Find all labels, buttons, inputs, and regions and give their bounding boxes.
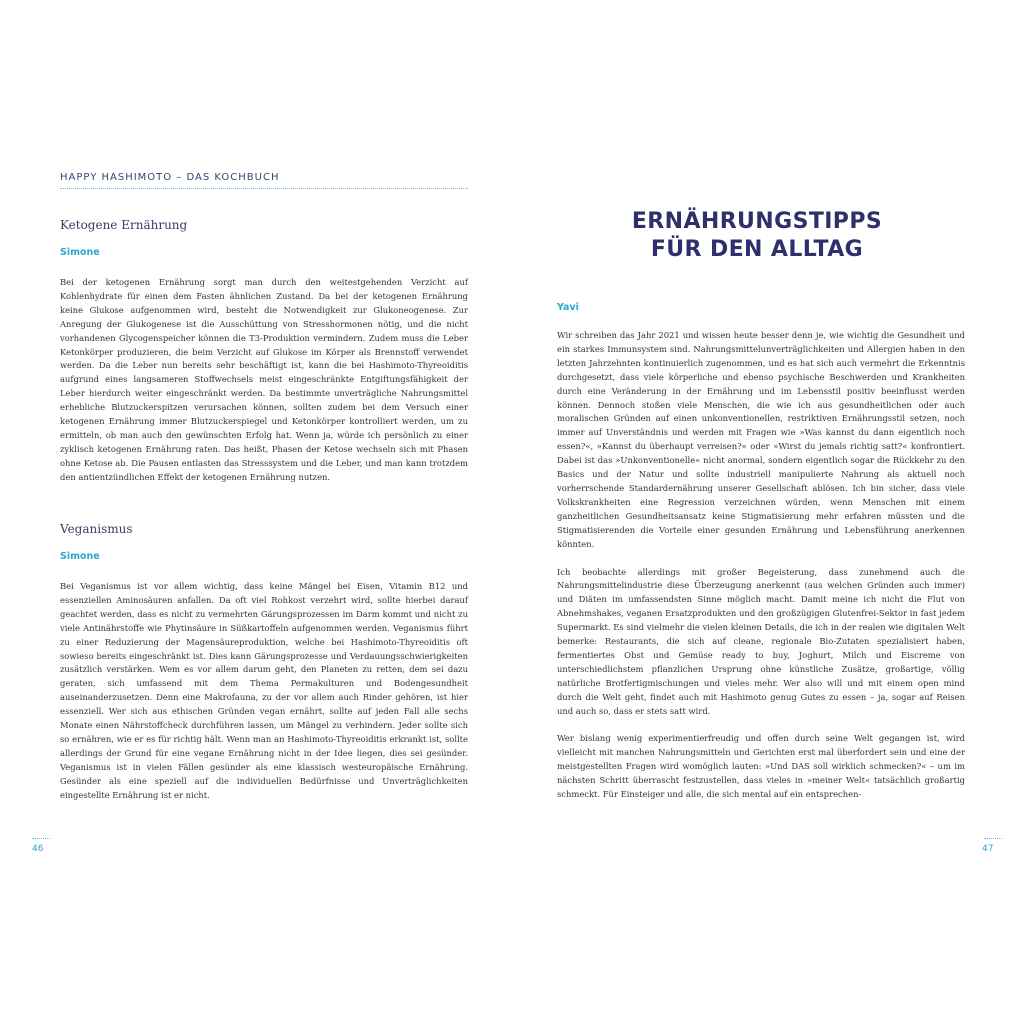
folio-dots: [32, 838, 50, 839]
paragraph-3: Wer bislang wenig experimentierfreudig und offen durch seine Welt gegangen ist, wird vielleicht mit manchen Nahrungsmitteln und Gerichten erst mal überfordert sein und eine der meistgestellten Fragen wird womöglich lauten: »Und DAS soll wirklich schmecken?« – um im nächsten Schritt überrascht festzustellen, dass vieles in »meiner Welt« tatsächlich großartig schmeckt. Für Einsteiger und alle, die sich mental auf ein entsprechen-: [557, 733, 965, 800]
section-author: Yavi: [557, 302, 579, 313]
chapter-title: [552, 208, 962, 264]
section-veganismus: [60, 522, 468, 803]
page-number: 46: [32, 844, 44, 854]
folio-dots: [984, 838, 1002, 839]
right-page: [512, 0, 1024, 1024]
running-head: HAPPY HASHIMOTO – DAS KOCHBUCH: [60, 172, 280, 183]
running-head-rule: [60, 188, 468, 189]
page-number-right: [982, 838, 1012, 854]
paragraph-2: Ich beobachte allerdings mit großer Begeisterung, dass zunehmend auch die Nahrungsmittelindustrie diese Überzeugung anerkennt (aus welchen Gründen auch immer) und Diäten im umfassendsten Sinne möglich macht. Damit meine ich nicht die Flut von Abnehmshakes, veganen Ersatzprodukten und den großzügigen Glutenfrei-Sektor in fast jedem Supermarkt. Es sind vielmehr die vielen kleinen Details, die ich in der realen wie digitalen Welt bemerke: Restaurants, die sich auf cleane, regionale Bio-Zutaten spezialisiert haben, fermentiertes Obst und Gemüse ready to buy, Joghurt, Milch und Eiscreme von unterschiedlichstem pflanzlichen Ursprung ohne künstliche Zusätze, großartige, völlig natürliche Brotfertigmischungen und vieles mehr. Wer also will und mit einem open mind durch die Welt geht, findet auch mit Hashimoto genug Gutes zu essen – ja, sogar auf Reisen und auch so, dass er stets satt wird.: [557, 566, 965, 716]
paragraph-1: Wir schreiben das Jahr 2021 und wissen heute besser denn je, wie wichtig die Gesundheit und ein starkes Immunsystem sind. Nahrungsmittelunverträglichkeiten und Allergien haben in den letzten Jahrzehnten kontinuierlich zugenommen, und es hat sich auch vermehrt die Erkenntnis durchgesetzt, dass viele körperliche und ebenso psychische Beschwerden und Krankheiten durch eine Veränderung in der Ernährung und im Lebensstil positiv beeinflusst werden können. Dennoch stoßen viele Menschen, die wie ich aus gesundheitlichen oder auch moralischen Gründen auf einen unkonventionellen, restriktiven Ernährungsstil setzen, noch immer auf Unverständnis und werden mit Fragen wie »Was kannst du dann eigentlich noch essen?«, »Kannst du überhaupt verreisen?« oder »Wirst du jemals richtig satt?« konfrontiert. Dabei ist das »Unkonventionelle« nicht anormal, sondern eigentlich sogar die Rückkehr zu den Basics und der Natur und sollte industriell manipulierte Nahrung als aktuell noch vorherrschende Standardernährung unserer Gesellschaft ablösen. Ich bin sicher, dass viele Volkskrankheiten eine Regression verzeichnen würden, wenn Menschen mit einem ganzheitlichen Gesundheitsansatz keine Stigmatisierung mehr erfahren müssten und die Stigmatisierenden die Vorteile einer gesunden Ernährung und Lebensführung anerkennen könnten.: [557, 330, 965, 549]
chapter-title-line-2: FÜR DEN ALLTAG: [650, 237, 864, 262]
section-ketogene-ernaehrung: [60, 218, 468, 485]
page-number-left: [32, 838, 62, 854]
section-heading: Veganismus: [60, 522, 133, 536]
section-body: Bei Veganismus ist vor allem wichtig, dass keine Mängel bei Eisen, Vitamin B12 und essenziellen Aminosäuren anfallen. Da oft viel Rohkost verzehrt wird, sollte hierbei darauf geachtet werden, dass es nicht zu vermehrten Gärungsprozessen im Darm kommt und nicht zu viele Antinährstoffe wie Phytinsäure in Süßkartoffeln aufgenommen werden. Veganismus führt zu einer Reduzierung der Magensäureproduktion, welche bei Hashimoto-Thyreoiditis oft sowieso bereits eingeschränkt ist. Dies kann Gärungsprozesse und Verdauungsschwierigkeiten zusätzlich verstärken. Wem es vor allem darum geht, den Planeten zu retten, dem sei dazu geraten, sich umfassend mit dem Thema Permakulturen und Bodengesundheit auseinanderzusetzen. Denn eine Makrofauna, zu der vor allem auch Rinder gehören, ist hier essenziell. Wer sich aus ethischen Gründen vegan ernährt, sollte auf jeden Fall alle sechs Monate einen Nährstoffcheck durchführen lassen, um Mängel zu verhindern. Jeder sollte sich so ernähren, wie er es für richtig hält. Wenn man an Hashimoto-Thyreoiditis erkrankt ist, sollte allerdings der Grund für eine vegane Ernährung nicht in der Idee liegen, dies sei gesünder. Veganismus ist in vielen Fällen gesünder als eine klassisch westeuropäische Ernährung. Gesünder als eine speziell auf die individuellen Bedürfnisse und Unverträglichkeiten eingestellte Ernährung ist er nicht.: [60, 581, 468, 800]
page-number: 47: [982, 844, 994, 854]
section-author: Simone: [60, 247, 100, 258]
chapter-content: [557, 302, 965, 802]
section-heading: Ketogene Ernährung: [60, 218, 188, 232]
section-author: Simone: [60, 551, 100, 562]
section-body: Bei der ketogenen Ernährung sorgt man durch den weitestgehenden Verzicht auf Kohlenhydrate für einen dem Fasten ähnlichen Zustand. Da bei der ketogenen Ernährung keine Glukose aufgenommen wird, besteht die Notwendigkeit zur Glukoneogenese. Zur Anregung der Glukogenese ist die Ausschüttung von Stresshormonen nötig, und die nicht vorhandenen Glycogenspeicher können die T3-Produktion vermindern. Zudem muss die Leber Ketonkörper produzieren, die beim Verzicht auf Glukose im Körper als Brennstoff verwendet werden. Da die Leber nun bereits sehr beschäftigt ist, kann die bei Hashimoto-Thyreoiditis aufgrund eines langsameren Stoffwechsels meist eingeschränkte Entgiftungsfähigkeit der Leber hierdurch weiter eingeschränkt werden. Da bestimmte unverträgliche Nahrungsmittel erhebliche Blutzuckerspitzen verursachen können, sollten zudem bei dem Versuch einer ketogenen Ernährung immer Blutzuckerspiegel und Ketonkörper kontrolliert werden, um zu ermitteln, ob man auch den gewünschten Erfolg hat. Wenn ja, würde ich persönlich zu einer zyklisch ketogenen Ernährung raten. Das heißt, Phasen der Ketose wechseln sich mit Phasen ohne Ketose ab. Die Pausen entlasten das Stresssystem und die Leber, und man kann trotzdem den antientzündlichen Effekt der ketogenen Ernährung nutzen.: [60, 277, 468, 482]
chapter-title-line-1: ERNÄHRUNGSTIPPS: [631, 209, 883, 234]
